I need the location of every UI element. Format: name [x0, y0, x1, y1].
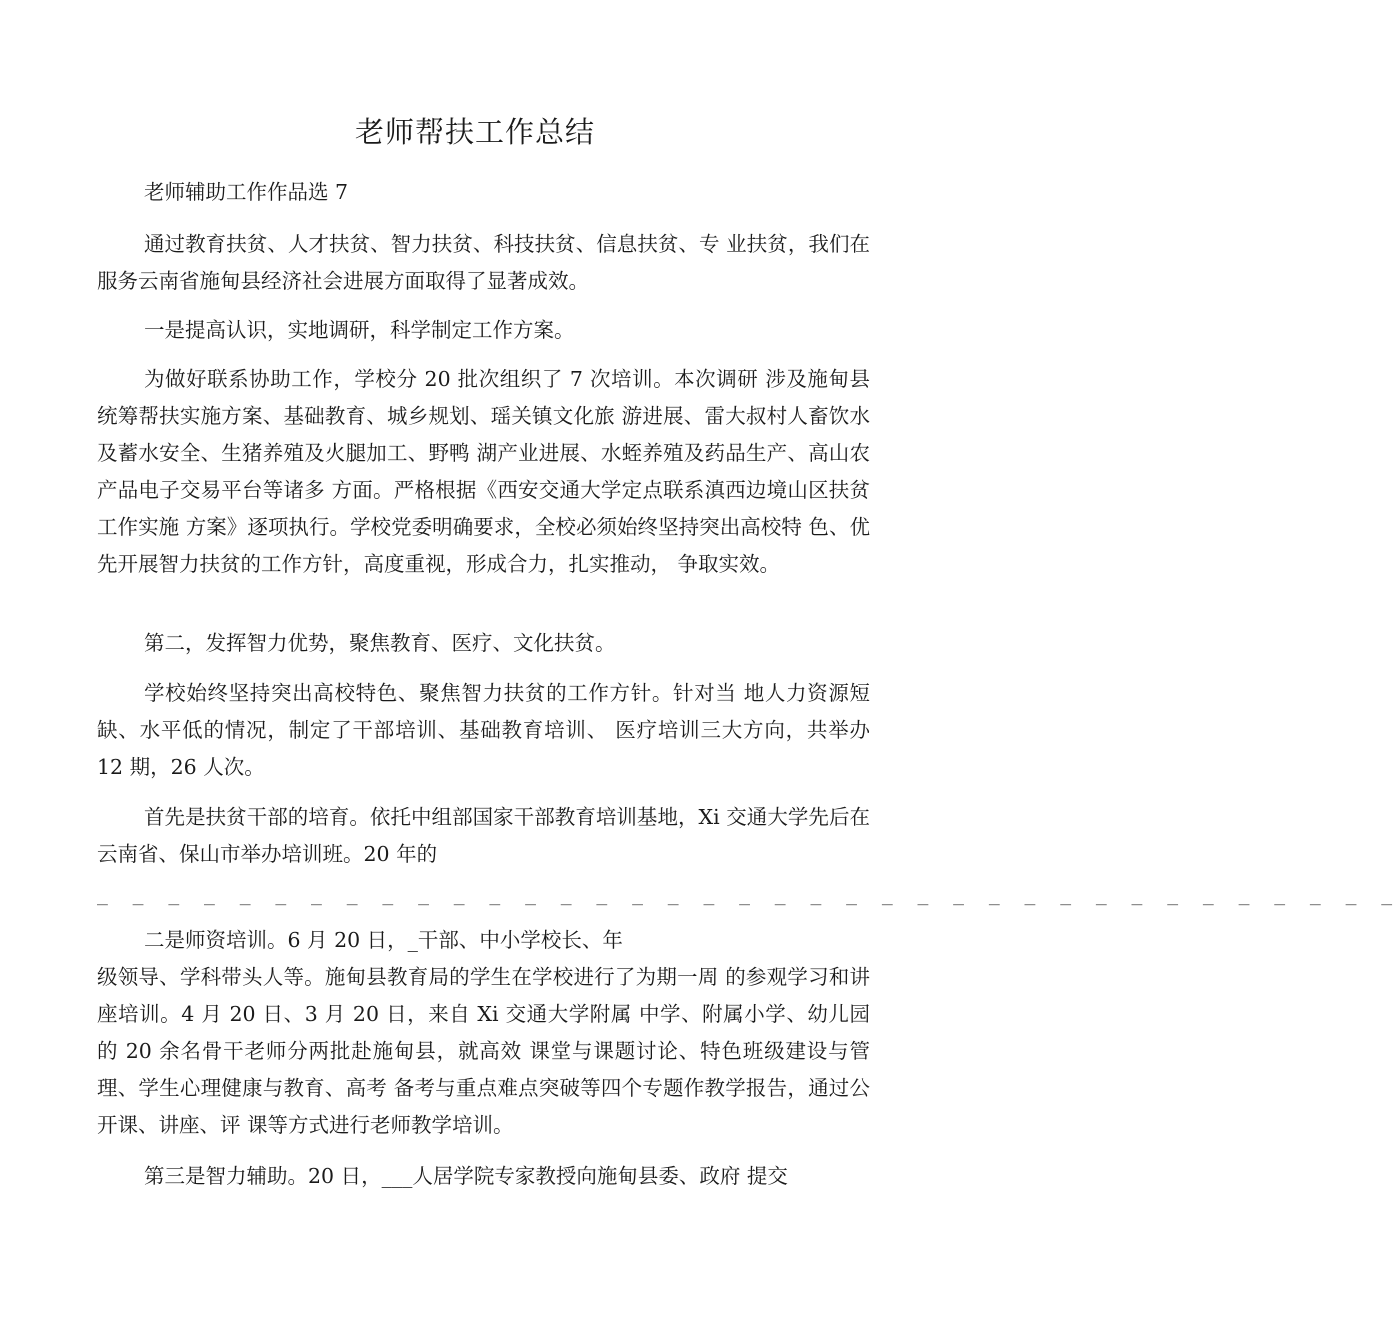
document-subtitle: 老师辅助工作作品选 7 [144, 180, 349, 204]
paragraph-research: 为做好联系协助工作，学校分 20 批次组织了 7 次培训。本次调研 涉及施甸县统筹帮扶实施方案、基础教育、城乡规划、瑶关镇文化旅 游进展、雷大叔村人畜饮水及蓄水安全、生猪养殖及火腿加工、野鸭 湖产业进展、水蛭养殖及药品生产、高山农产品电子交易平台等诸多 方面。严格根据《西安交通大学定点联系滇西边境山区扶贫工作实施 方案》逐项执行。学校党委明确要求，全校必须始终坚持突出高校特 色、优先开展智力扶贫的工作方针，高度重视，形成合力，扎实推动， 争取实效。 [97, 367, 870, 576]
paragraph-teacher-training: 级领导、学科带头人等。施甸县教育局的学生在学校进行了为期一周 的参观学习和讲座培训。4 月 20 日、3 月 20 日，来自 Xi 交通大学附属 中学、附属小学、幼儿园的 20 余名骨干老师分两批赴施甸县，就高效 课堂与课题讨论、特色班级建设与管理、学生心理健康与教育、高考 备考与重点难点突破等四个专题作教学报告，通过公开课、讲座、评 课等方式进行老师教学培训。 [97, 965, 870, 1137]
document-title: 老师帮扶工作总结 [354, 115, 595, 149]
paragraph-intellectual-aid: 学校始终坚持突出高校特色、聚焦智力扶贫的工作方针。针对当 地人力资源短缺、水平低的情况，制定了干部培训、基础教育培训、 医疗培训三大方向，共举办 12 期，26 人次。 [97, 681, 870, 779]
paragraph-cadre-training: 首先是扶贫干部的培育。依托中组部国家干部教育培训基地，Xi 交通大学先后在云南省、保山市举办培训班。20 年的 [97, 805, 870, 866]
paragraph-teacher-training-start: 二是师资培训。6 月 20 日，_干部、中小学校长、年 [144, 928, 623, 952]
paragraph-intro: 通过教育扶贫、人才扶贫、智力扶贫、科技扶贫、信息扶贫、专 业扶贫，我们在服务云南省施甸县经济社会进展方面取得了显著成效。 [97, 232, 870, 293]
paragraph-heading-two: 第二，发挥智力优势，聚焦教育、医疗、文化扶贫。 [144, 631, 616, 655]
paragraph-heading-one: 一是提高认识，实地调研，科学制定工作方案。 [144, 318, 575, 342]
section-separator: _ _ _ _ _ _ _ _ _ _ _ _ _ _ _ _ _ _ _ _ _ _ _ _ _ _ _ _ _ _ _ _ _ _ _ _ _ [97, 885, 1399, 906]
paragraph-heading-three: 第三是智力辅助。20 日，___人居学院专家教授向施甸县委、政府 提交 [144, 1164, 788, 1188]
